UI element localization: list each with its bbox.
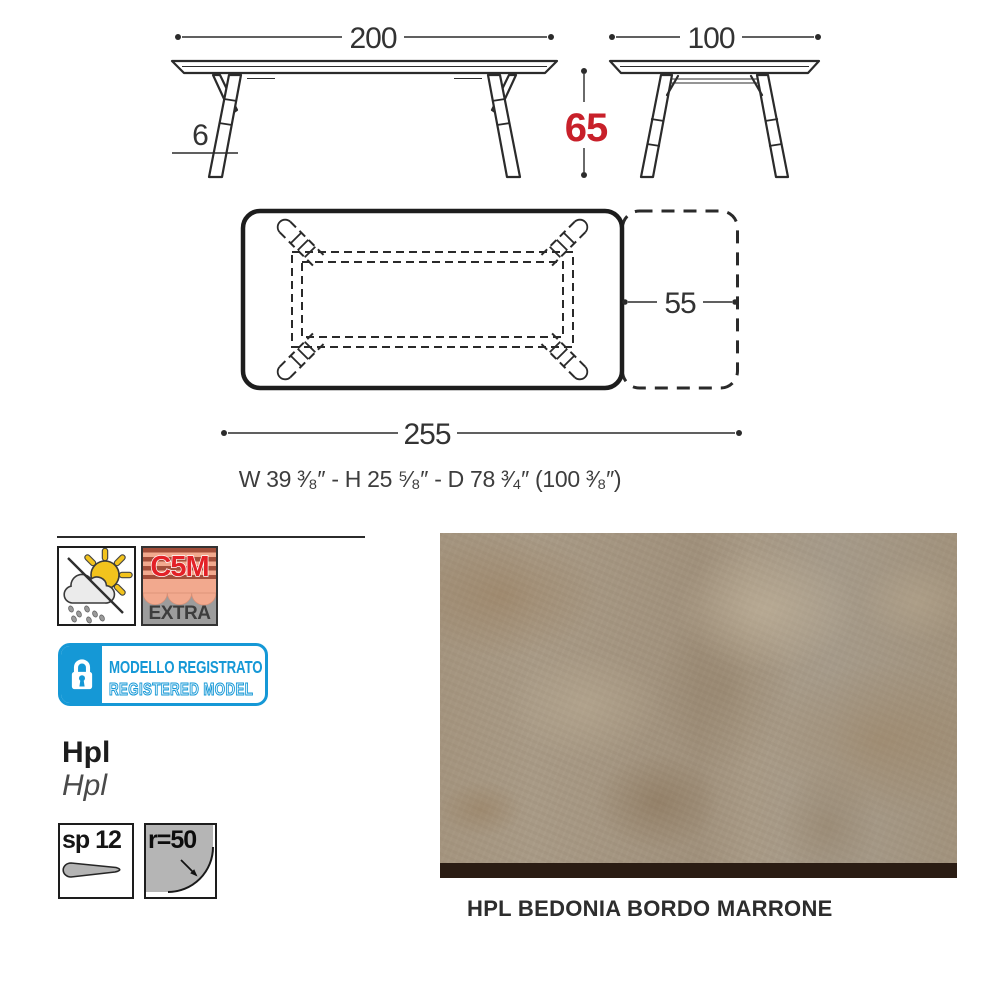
registered-model-line2: REGISTERED MODEL — [109, 678, 254, 699]
registered-model-badge — [58, 643, 268, 706]
corrosion-class-sublabel: EXTRA — [148, 603, 211, 624]
total-length-label: 255 — [403, 418, 451, 451]
extension-depth-label: 55 — [664, 287, 696, 320]
awning-stripes-icon — [143, 548, 216, 624]
total-length-dimension — [221, 418, 742, 451]
swatch-edge-strip — [440, 863, 957, 878]
padlock-icon — [61, 646, 102, 703]
front-view — [172, 22, 557, 177]
corner-radius-badge — [144, 823, 217, 899]
front-leg — [488, 75, 520, 177]
side-depth-label: 100 — [687, 22, 735, 55]
corrosion-class-label: C5M — [150, 551, 209, 583]
thickness-badge — [58, 823, 134, 899]
side-view — [609, 22, 821, 177]
swatch-caption: HPL BEDONIA BORDO MARRONE — [467, 896, 833, 921]
corrosion-class-badge — [141, 546, 218, 626]
top-view — [221, 211, 742, 451]
side-leg — [641, 75, 678, 177]
weather-resistance-badge — [57, 546, 136, 626]
side-depth-dimension — [609, 22, 821, 55]
front-leg — [209, 75, 241, 177]
edge-profile-icon — [60, 825, 132, 897]
material-name: Hpl — [62, 736, 111, 769]
front-width-label: 200 — [349, 22, 397, 55]
corner-radius-label: r=50 — [148, 826, 197, 854]
leg-thickness-label: 6 — [192, 119, 208, 152]
tabletop-outline — [243, 211, 622, 388]
front-width-dimension — [175, 22, 554, 55]
rounded-corner-icon — [146, 825, 215, 897]
material-swatch — [440, 533, 957, 878]
side-leg — [751, 75, 788, 177]
sun-cloud-rain-icon — [59, 548, 134, 624]
material-name-translation: Hpl — [62, 769, 108, 802]
extension-depth-dimension — [622, 287, 738, 320]
thickness-label: sp 12 — [62, 826, 121, 854]
section-divider — [57, 536, 365, 538]
imperial-dimensions: W 39 ³⁄₈″ - H 25 ⁵⁄₈″ - D 78 ³⁄₄″ (100 ³⁄₈″) — [238, 466, 622, 492]
height-dimension — [565, 68, 608, 178]
registered-model-text — [102, 646, 268, 703]
height-label: 65 — [564, 106, 608, 150]
registered-model-line1: MODELLO REGISTRATO — [109, 656, 263, 677]
